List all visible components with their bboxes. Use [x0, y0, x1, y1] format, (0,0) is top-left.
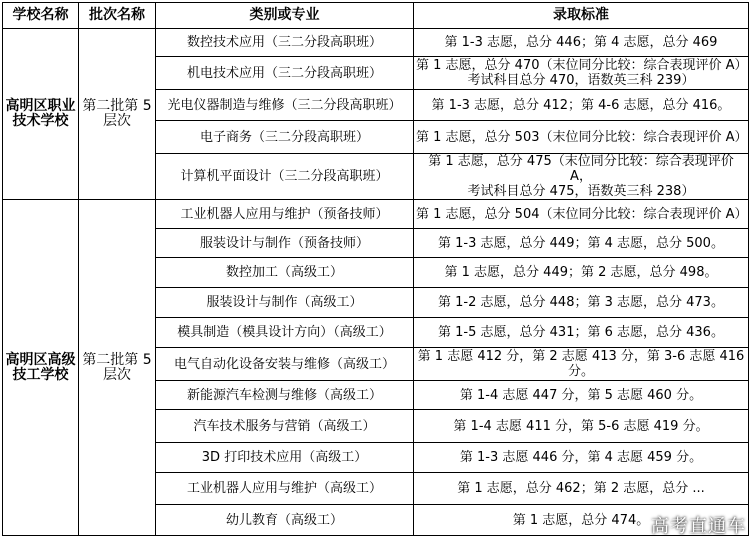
major-cell: 机电技术应用（三二分段高职班）: [156, 57, 414, 90]
major-cell: 汽车技术服务与营销（高级工）: [156, 410, 414, 443]
school-name: 高明区职业技术学校: [3, 29, 79, 200]
standard-line: 第 1 志愿，总分 504（末位同分比较：综合表现评价 A）: [416, 206, 748, 222]
standard-cell: [414, 473, 749, 505]
batch-name: 第二批第 5 层次: [79, 29, 156, 200]
standard-cell: [414, 229, 749, 258]
major-cell: 幼儿教育（高级工）: [156, 505, 414, 536]
standard-cell: [414, 348, 749, 381]
major-cell: 光电仪器制造与维修（三二分段高职班）: [156, 90, 414, 121]
major-cell: 工业机器人应用与维护（预备技师）: [156, 200, 414, 229]
header-major: 类别或专业: [156, 3, 414, 29]
major-cell: 电气自动化设备安装与维修（高级工）: [156, 348, 414, 381]
major-cell: 数控加工（高级工）: [156, 258, 414, 288]
standard-line: 第 1-3 志愿，总分 412；第 4-6 志愿，总分 416。: [431, 97, 731, 113]
standard-line: 第 1 志愿，总分 462；第 2 志愿，总分 ...: [457, 481, 705, 496]
standard-line: 第 1 志愿，总分 474。: [512, 512, 650, 528]
standard-line: 第 1 志愿，总分 503（末位同分比较：综合表现评价 A）: [416, 129, 748, 145]
standard-cell: [414, 381, 749, 410]
standard-line: 第 1-2 志愿，总分 448；第 3 志愿，总分 473。: [438, 295, 724, 310]
table-row: [3, 200, 749, 229]
standard-line: 第 1 志愿，总分 470（末位同分比较：综合表现评价 A）: [416, 58, 748, 73]
header-row: [3, 3, 749, 29]
header-batch: 批次名称: [79, 3, 156, 29]
major-cell: 新能源汽车检测与维修（高级工）: [156, 381, 414, 410]
standard-line: 第 1-4 志愿 411 分，第 5-6 志愿 419 分。: [453, 418, 709, 434]
standard-cell: [414, 29, 749, 57]
standard-cell: [414, 154, 749, 200]
standard-cell: [414, 57, 749, 90]
table-row: [3, 29, 749, 57]
major-cell: 数控技术应用（三二分段高职班）: [156, 29, 414, 57]
standard-cell: [414, 200, 749, 229]
standard-line: 第 1-3 志愿 446 分，第 4 志愿 459 分。: [459, 450, 703, 465]
major-cell: 模具制造（模具设计方向）（高级工）: [156, 318, 414, 348]
standard-cell: [414, 410, 749, 443]
standard-line: 第 1 志愿，总分 475（末位同分比较：综合表现评价 A，: [428, 154, 734, 184]
watermark: 高考直通车: [651, 516, 746, 537]
standard-line: 第 1-3 志愿，总分 449；第 4 志愿，总分 500。: [438, 235, 724, 251]
standard-line: 考试科目总分 475，语数英三科 238）: [467, 184, 695, 199]
standard-line: 第 1 志愿 412 分，第 2 志愿 413 分，第 3-6 志愿 416 分。: [417, 349, 745, 379]
major-cell: 工业机器人应用与维护（高级工）: [156, 473, 414, 505]
standard-line: 第 1 志愿，总分 449；第 2 志愿，总分 498。: [444, 265, 718, 280]
header-school: 学校名称: [3, 3, 79, 29]
standard-cell: [414, 121, 749, 154]
standard-line: 第 1-4 志愿 447 分，第 5 志愿 460 分。: [459, 387, 703, 403]
header-standard: 录取标准: [414, 3, 749, 29]
batch-name: 第二批第 5 层次: [79, 200, 156, 536]
standard-line: 第 1-3 志愿，总分 446；第 4 志愿，总分 469: [444, 35, 718, 50]
standard-cell: [414, 443, 749, 473]
major-cell: 3D 打印技术应用（高级工）: [156, 443, 414, 473]
major-cell: 计算机平面设计（三二分段高职班）: [156, 154, 414, 200]
standard-cell: [414, 90, 749, 121]
standard-line: 考试科目总分 470，语数英三科 239）: [467, 73, 695, 88]
standard-cell: [414, 258, 749, 288]
major-cell: 电子商务（三二分段高职班）: [156, 121, 414, 154]
major-cell: 服装设计与制作（高级工）: [156, 288, 414, 318]
standard-cell: [414, 288, 749, 318]
major-cell: 服装设计与制作（预备技师）: [156, 229, 414, 258]
standard-cell: [414, 318, 749, 348]
admission-table: [2, 2, 749, 536]
standard-line: 第 1-5 志愿，总分 431；第 6 志愿，总分 436。: [438, 325, 724, 340]
school-name: 高明区高级技工学校: [3, 200, 79, 536]
